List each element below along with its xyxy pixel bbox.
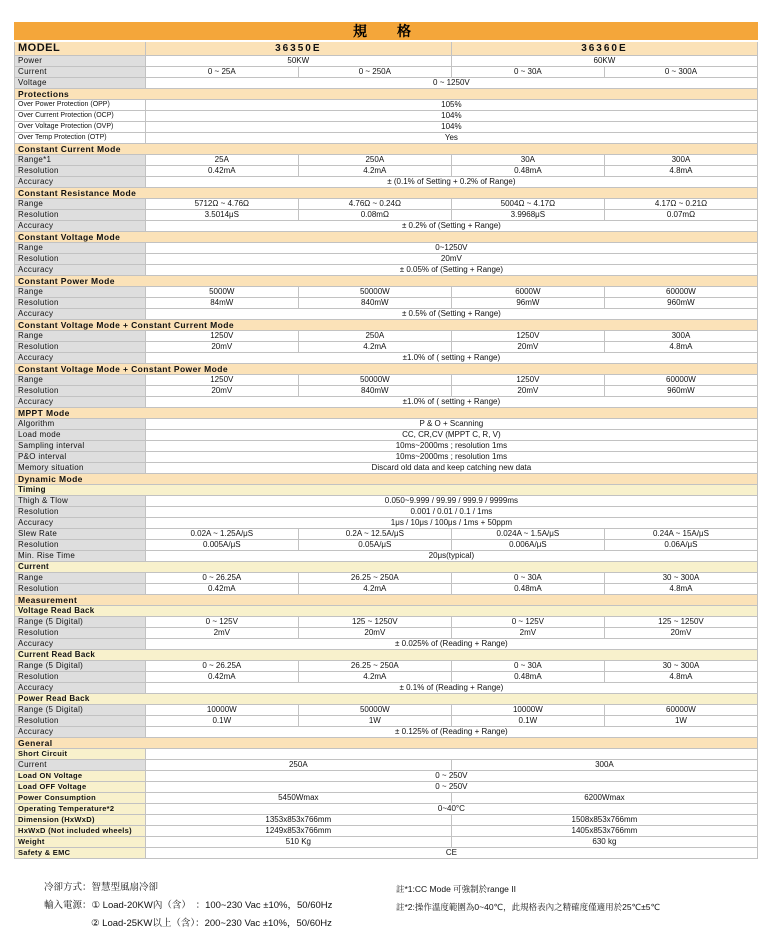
value-cell: 0.48mA (451, 584, 604, 595)
value-cell: 0 ~ 250V (145, 771, 757, 782)
value-cell: ± (0.1% of Setting + 0.2% of Range) (145, 177, 757, 188)
spec-row (15, 518, 758, 529)
subsection-header-row (15, 606, 758, 617)
spec-row (15, 441, 758, 452)
spec-row (15, 397, 758, 408)
value-cell: 104% (145, 122, 757, 133)
value-cell: 840mW (298, 386, 451, 397)
spec-row (15, 56, 758, 67)
row-label: Accuracy (15, 177, 146, 188)
spec-row (15, 628, 758, 639)
value-cell: 960mW (604, 298, 757, 309)
value-cell: ± 0.2% of (Setting + Range) (145, 221, 757, 232)
row-label: Accuracy (15, 397, 146, 408)
value-cell: 50000W (298, 287, 451, 298)
value-cell: ± 0.1% of (Reading + Range) (145, 683, 757, 694)
section-header: Constant Voltage Mode + Constant Power Mode (15, 364, 758, 375)
value-cell: 5712Ω ~ 4.76Ω (145, 199, 298, 210)
value-cell: 0 ~ 1250V (145, 78, 757, 89)
spec-row (15, 529, 758, 540)
spec-row (15, 771, 758, 782)
row-label: Range (15, 375, 146, 386)
row-label: Resolution (15, 507, 146, 518)
remark-2: 註*2:操作溫度範圍為0~40℃，此規格表內之精確度僅適用於25℃±5℃ (396, 902, 661, 912)
section-header: Measurement (15, 595, 758, 606)
spec-row (15, 243, 758, 254)
value-cell: 20mV (145, 342, 298, 353)
spec-row (15, 837, 758, 848)
value-cell: 5004Ω ~ 4.17Ω (451, 199, 604, 210)
row-label: Load OFF Voltage (15, 782, 146, 793)
value-cell: 4.8mA (604, 166, 757, 177)
spec-row (15, 342, 758, 353)
row-label: Range (15, 573, 146, 584)
value-cell: 300A (604, 155, 757, 166)
value-cell: 0.006A/μS (451, 540, 604, 551)
spec-row (15, 760, 758, 771)
value-cell: 30A (451, 155, 604, 166)
value-cell: 250A (298, 155, 451, 166)
value-cell: 4.17Ω ~ 0.21Ω (604, 199, 757, 210)
row-label: Resolution (15, 210, 146, 221)
value-cell: 3.9968μS (451, 210, 604, 221)
value-cell: CE (145, 848, 757, 859)
spec-row (15, 848, 758, 859)
value-cell: 20mV (451, 342, 604, 353)
spec-row (15, 309, 758, 320)
spec-row (15, 804, 758, 815)
row-label: P&O interval (15, 452, 146, 463)
value-cell: 0.2A ~ 12.5A/μS (298, 529, 451, 540)
value-cell (145, 749, 757, 760)
value-cell: 36350E (145, 41, 451, 56)
cooling-method-note: 冷卻方式：智慧型風扇冷卻 (44, 882, 159, 893)
spec-row (15, 155, 758, 166)
row-label: Resolution (15, 298, 146, 309)
row-label: Resolution (15, 540, 146, 551)
row-label: Power Consumption (15, 793, 146, 804)
spec-row (15, 419, 758, 430)
value-cell: 1249x853x766mm (145, 826, 451, 837)
spec-row (15, 815, 758, 826)
value-cell: 20mV (298, 628, 451, 639)
spec-row (15, 452, 758, 463)
row-label: Weight (15, 837, 146, 848)
row-label: Range*1 (15, 155, 146, 166)
value-cell: 60000W (604, 287, 757, 298)
value-cell: 0.1W (145, 716, 298, 727)
value-cell: Discard old data and keep catching new data (145, 463, 757, 474)
spec-row (15, 683, 758, 694)
section-header-row (15, 276, 758, 287)
spec-row (15, 551, 758, 562)
spec-row (15, 331, 758, 342)
value-cell: 0.005A/μS (145, 540, 298, 551)
section-header: Timing (15, 485, 758, 496)
row-label: Resolution (15, 254, 146, 265)
spec-row (15, 375, 758, 386)
row-label: Slew Rate (15, 529, 146, 540)
value-cell: 1250V (145, 375, 298, 386)
input-power-note-2: ② Load-25KW以上（含）：200~230 Vac ±10%，50/60Hz (91, 918, 332, 929)
value-cell: 0.48mA (451, 672, 604, 683)
spec-row (15, 661, 758, 672)
model-row (15, 41, 758, 56)
cooling-power-notes (44, 879, 396, 933)
row-label: Resolution (15, 342, 146, 353)
value-cell: ± 0.025% of (Reading + Range) (145, 639, 757, 650)
row-label: Accuracy (15, 639, 146, 650)
row-label: Current (15, 67, 146, 78)
row-label: Algorithm (15, 419, 146, 430)
row-label: Safety & EMC (15, 848, 146, 859)
value-cell: 125 ~ 1250V (298, 617, 451, 628)
section-header-row (15, 188, 758, 199)
spec-row (15, 133, 758, 144)
value-cell: 1405x853x766mm (451, 826, 757, 837)
subsection-header-row (15, 485, 758, 496)
row-label: Resolution (15, 716, 146, 727)
spec-row (15, 386, 758, 397)
value-cell: ± 0.125% of (Reading + Range) (145, 727, 757, 738)
value-cell: 0 ~ 250A (298, 67, 451, 78)
spec-row (15, 287, 758, 298)
value-cell: 6000W (451, 287, 604, 298)
value-cell: 0.42mA (145, 584, 298, 595)
row-label: Load mode (15, 430, 146, 441)
value-cell: 10ms~2000ms ; resolution 1ms (145, 452, 757, 463)
value-cell: 0 ~ 30A (451, 573, 604, 584)
section-header: Voltage Read Back (15, 606, 758, 617)
value-cell: 0~1250V (145, 243, 757, 254)
section-header-row (15, 89, 758, 100)
row-label: Voltage (15, 78, 146, 89)
spec-row (15, 782, 758, 793)
value-cell: 0.1W (451, 716, 604, 727)
value-cell: 0.024A ~ 1.5A/μS (451, 529, 604, 540)
table-title: 規 格 (15, 23, 758, 42)
value-cell: 104% (145, 111, 757, 122)
spec-row (15, 617, 758, 628)
section-header: Protections (15, 89, 758, 100)
spec-row (15, 78, 758, 89)
value-cell: 0.06A/μS (604, 540, 757, 551)
spec-row (15, 540, 758, 551)
value-cell: 3.5014μS (145, 210, 298, 221)
value-cell: 1508x853x766mm (451, 815, 757, 826)
section-header-row (15, 320, 758, 331)
section-header-row (15, 232, 758, 243)
row-label: Range (5 Digital) (15, 617, 146, 628)
value-cell: 96mW (451, 298, 604, 309)
spec-row (15, 705, 758, 716)
value-cell: 30 ~ 300A (604, 661, 757, 672)
spec-row (15, 749, 758, 760)
value-cell: 4.8mA (604, 672, 757, 683)
row-label: MODEL (15, 41, 146, 56)
value-cell: 10ms~2000ms ; resolution 1ms (145, 441, 757, 452)
value-cell: ±1.0% of ( setting + Range) (145, 353, 757, 364)
value-cell: 0 ~ 125V (145, 617, 298, 628)
value-cell: 6200Wmax (451, 793, 757, 804)
value-cell: 0 ~ 30A (451, 661, 604, 672)
row-label: Sampling interval (15, 441, 146, 452)
row-label: Power (15, 56, 146, 67)
section-header-row (15, 595, 758, 606)
spec-sheet (14, 22, 758, 933)
subsection-header-row (15, 650, 758, 661)
value-cell: 60000W (604, 705, 757, 716)
remark-1: 註*1:CC Mode 可強制於range II (396, 884, 516, 894)
row-label: Memory situation (15, 463, 146, 474)
row-label: HxWxD (Not included wheels) (15, 826, 146, 837)
spec-row (15, 210, 758, 221)
value-cell: 0.42mA (145, 672, 298, 683)
spec-row (15, 826, 758, 837)
spec-row (15, 793, 758, 804)
section-header-row (15, 144, 758, 155)
value-cell: 4.2mA (298, 342, 451, 353)
value-cell: 4.8mA (604, 584, 757, 595)
spec-row (15, 166, 758, 177)
row-label: Accuracy (15, 727, 146, 738)
value-cell: 26.25 ~ 250A (298, 661, 451, 672)
row-label: Range (15, 331, 146, 342)
value-cell: 36360E (451, 41, 757, 56)
spec-row (15, 254, 758, 265)
value-cell: 20mV (145, 254, 757, 265)
section-header: Power Read Back (15, 694, 758, 705)
value-cell: 4.2mA (298, 584, 451, 595)
row-label: Short Circuit (15, 749, 146, 760)
row-label: Range (5 Digital) (15, 661, 146, 672)
footnote-remarks (396, 879, 660, 916)
value-cell: P & O + Scanning (145, 419, 757, 430)
section-header: Constant Power Mode (15, 276, 758, 287)
value-cell: 1250V (451, 331, 604, 342)
footer-notes (44, 879, 760, 933)
row-label: Accuracy (15, 309, 146, 320)
spec-row (15, 716, 758, 727)
value-cell: 5000W (145, 287, 298, 298)
value-cell: 4.76Ω ~ 0.24Ω (298, 199, 451, 210)
section-header-row (15, 738, 758, 749)
spec-row (15, 177, 758, 188)
value-cell: 5450Wmax (145, 793, 451, 804)
spec-row (15, 727, 758, 738)
value-cell: 0 ~ 250V (145, 782, 757, 793)
input-power-note-1: 輸入電源：① Load-20KW內（含） ：100~230 Vac ±10%，50/60Hz (44, 900, 333, 911)
section-header-row (15, 408, 758, 419)
value-cell: 0.07mΩ (604, 210, 757, 221)
value-cell: 20mV (451, 386, 604, 397)
spec-row (15, 298, 758, 309)
spec-row (15, 430, 758, 441)
section-header: Dynamic Mode (15, 474, 758, 485)
value-cell: 1353x853x766mm (145, 815, 451, 826)
value-cell: 300A (451, 760, 757, 771)
value-cell: 4.2mA (298, 672, 451, 683)
row-label: Over Voltage Protection (OVP) (15, 122, 146, 133)
value-cell: ± 0.5% of (Setting + Range) (145, 309, 757, 320)
value-cell: 960mW (604, 386, 757, 397)
section-header-row (15, 364, 758, 375)
value-cell: 20mV (604, 628, 757, 639)
spec-row (15, 265, 758, 276)
value-cell: Yes (145, 133, 757, 144)
value-cell: 1W (298, 716, 451, 727)
row-label: Resolution (15, 672, 146, 683)
spec-row (15, 199, 758, 210)
row-label: Over Current Protection (OCP) (15, 111, 146, 122)
spec-row (15, 100, 758, 111)
value-cell: 25A (145, 155, 298, 166)
row-label: Range (15, 287, 146, 298)
spec-row (15, 122, 758, 133)
row-label: Operating Temperature*2 (15, 804, 146, 815)
value-cell: 1μs / 10μs / 100μs / 1ms + 50ppm (145, 518, 757, 529)
spec-row (15, 672, 758, 683)
value-cell: 0.08mΩ (298, 210, 451, 221)
value-cell: 26.25 ~ 250A (298, 573, 451, 584)
row-label: Resolution (15, 584, 146, 595)
value-cell: 4.8mA (604, 342, 757, 353)
spec-row (15, 111, 758, 122)
value-cell: 0.001 / 0.01 / 0.1 / 1ms (145, 507, 757, 518)
value-cell: 125 ~ 1250V (604, 617, 757, 628)
value-cell: 250A (298, 331, 451, 342)
value-cell: 0~40°C (145, 804, 757, 815)
value-cell: 1250V (451, 375, 604, 386)
value-cell: 60KW (451, 56, 757, 67)
section-header: Constant Current Mode (15, 144, 758, 155)
value-cell: 60000W (604, 375, 757, 386)
value-cell: 0.050~9.999 / 99.99 / 999.9 / 9999ms (145, 496, 757, 507)
row-label: Range (15, 199, 146, 210)
row-label: Accuracy (15, 683, 146, 694)
spec-row (15, 353, 758, 364)
value-cell: 1W (604, 716, 757, 727)
value-cell: 250A (145, 760, 451, 771)
value-cell: 630 kg (451, 837, 757, 848)
row-label: Min. Rise Time (15, 551, 146, 562)
value-cell: 2mV (145, 628, 298, 639)
value-cell: 0.02A ~ 1.25A/μS (145, 529, 298, 540)
value-cell: 0 ~ 25A (145, 67, 298, 78)
section-header: Constant Voltage Mode + Constant Current Mode (15, 320, 758, 331)
row-label: Load ON Voltage (15, 771, 146, 782)
row-label: Accuracy (15, 353, 146, 364)
spec-row (15, 639, 758, 650)
spec-row (15, 584, 758, 595)
spec-table (14, 22, 758, 859)
spec-table-title (15, 23, 758, 42)
row-label: Resolution (15, 166, 146, 177)
value-cell: 4.2mA (298, 166, 451, 177)
value-cell: 2mV (451, 628, 604, 639)
value-cell: 10000W (451, 705, 604, 716)
row-label: Over Temp Protection (OTP) (15, 133, 146, 144)
section-header-row (15, 474, 758, 485)
row-label: Range (15, 243, 146, 254)
value-cell: ± 0.05% of (Setting + Range) (145, 265, 757, 276)
value-cell: 0 ~ 30A (451, 67, 604, 78)
spec-row (15, 507, 758, 518)
value-cell: 0 ~ 300A (604, 67, 757, 78)
value-cell: 0.42mA (145, 166, 298, 177)
section-header: General (15, 738, 758, 749)
row-label: Current (15, 760, 146, 771)
value-cell: 0 ~ 125V (451, 617, 604, 628)
value-cell: 10000W (145, 705, 298, 716)
row-label: Accuracy (15, 265, 146, 276)
value-cell: 50KW (145, 56, 451, 67)
section-header: Current (15, 562, 758, 573)
row-label: Accuracy (15, 221, 146, 232)
value-cell: 840mW (298, 298, 451, 309)
section-header: Current Read Back (15, 650, 758, 661)
spec-row (15, 573, 758, 584)
section-header: Constant Resistance Mode (15, 188, 758, 199)
section-header: Constant Voltage Mode (15, 232, 758, 243)
spec-row (15, 496, 758, 507)
row-label: Accuracy (15, 518, 146, 529)
subsection-header-row (15, 694, 758, 705)
value-cell: 1250V (145, 331, 298, 342)
subsection-header-row (15, 562, 758, 573)
value-cell: 84mW (145, 298, 298, 309)
value-cell: 20mV (145, 386, 298, 397)
spec-row (15, 463, 758, 474)
value-cell: 0 ~ 26.25A (145, 573, 298, 584)
value-cell: 50000W (298, 705, 451, 716)
row-label: Resolution (15, 628, 146, 639)
value-cell: 510 Kg (145, 837, 451, 848)
value-cell: 0.48mA (451, 166, 604, 177)
value-cell: 300A (604, 331, 757, 342)
value-cell: 105% (145, 100, 757, 111)
value-cell: 0.05A/μS (298, 540, 451, 551)
value-cell: ±1.0% of ( setting + Range) (145, 397, 757, 408)
row-label: Dimension (HxWxD) (15, 815, 146, 826)
section-header: MPPT Mode (15, 408, 758, 419)
row-label: Range (5 Digital) (15, 705, 146, 716)
value-cell: 0.24A ~ 15A/μS (604, 529, 757, 540)
value-cell: 30 ~ 300A (604, 573, 757, 584)
spec-row (15, 221, 758, 232)
value-cell: CC, CR,CV (MPPT C, R, V) (145, 430, 757, 441)
value-cell: 50000W (298, 375, 451, 386)
spec-row (15, 67, 758, 78)
row-label: Thigh & Tlow (15, 496, 146, 507)
row-label: Resolution (15, 386, 146, 397)
row-label: Over Power Protection (OPP) (15, 100, 146, 111)
value-cell: 0 ~ 26.25A (145, 661, 298, 672)
value-cell: 20μs(typical) (145, 551, 757, 562)
